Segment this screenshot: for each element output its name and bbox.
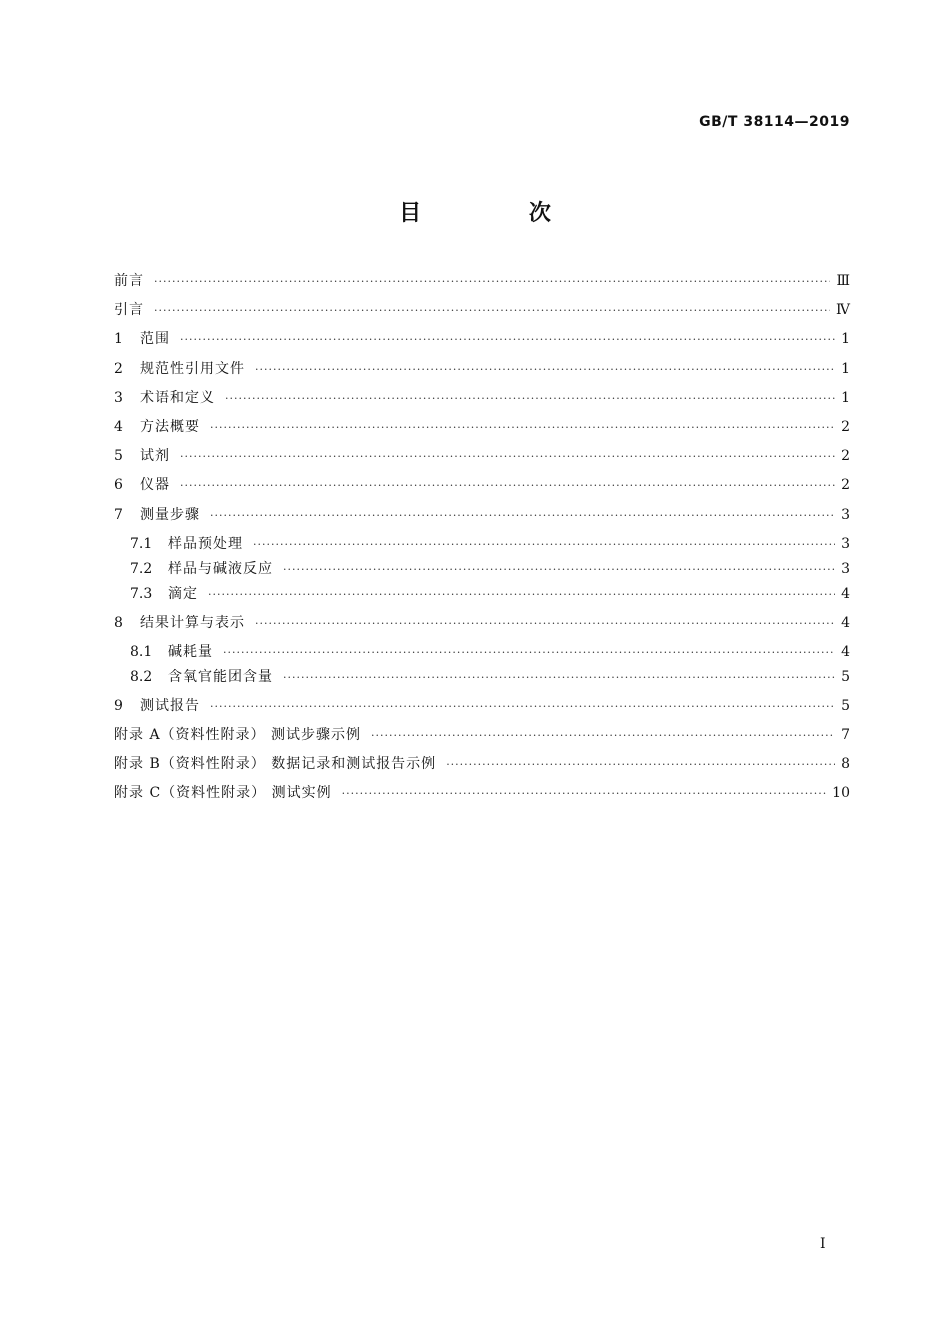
toc-entry-number: 3: [114, 389, 123, 406]
toc-entry-page: 4: [841, 614, 850, 631]
toc-entry-number: 7: [114, 506, 123, 523]
toc-entry-number: 7.2: [130, 560, 153, 577]
toc-entry-7-3[interactable]: [114, 583, 850, 612]
toc-entry-page: 4: [841, 643, 850, 660]
dot-leader: [255, 617, 835, 630]
toc-entry-measurement-steps[interactable]: [114, 504, 850, 533]
dot-leader: [255, 363, 835, 376]
toc-entry-number: 1: [114, 331, 123, 348]
toc-entry-page: 5: [841, 668, 850, 685]
toc-entry-label: 引言: [114, 302, 144, 319]
dot-leader: [180, 479, 835, 492]
toc-entry-instruments[interactable]: [114, 474, 850, 503]
toc-entry-7-1[interactable]: [114, 533, 850, 558]
toc-entry-page: 3: [841, 560, 850, 577]
page-number: Ⅰ: [820, 1236, 826, 1252]
toc-entry-page: 8: [841, 756, 850, 773]
dot-leader: [210, 700, 835, 713]
toc-entry-label: 前言: [114, 273, 144, 289]
toc-entry-label: 规范性引用文件: [140, 360, 245, 377]
toc-entry-scope[interactable]: [114, 328, 850, 357]
toc-entry-label: 结果计算与表示: [140, 614, 245, 631]
toc-entry-introduction[interactable]: [114, 299, 850, 328]
toc-entry-foreword[interactable]: [114, 270, 850, 299]
toc-entry-annex-b[interactable]: [114, 753, 850, 782]
toc-entry-label: 滴定: [168, 585, 198, 602]
toc-title: 目 次: [399, 201, 601, 226]
toc-entry-results[interactable]: [114, 612, 850, 641]
toc-entry-page: 1: [841, 331, 850, 348]
toc-entry-number: 5: [114, 448, 123, 465]
dot-leader: [223, 646, 835, 659]
toc-entry-label: 测量步骤: [140, 506, 200, 523]
toc-entry-page: 2: [841, 477, 850, 494]
toc-entry-page: 10: [832, 785, 850, 802]
dot-leader: [210, 421, 835, 434]
toc-entry-label: 附录 A（资料性附录） 测试步骤示例: [114, 727, 362, 744]
dot-leader: [283, 563, 835, 576]
toc-entry-number: 8.2: [130, 668, 153, 685]
toc-entry-label: 样品预处理: [168, 535, 243, 552]
toc-entry-8-1[interactable]: [114, 641, 850, 666]
toc-entry-page: 2: [841, 448, 850, 465]
toc-entry-label: 方法概要: [140, 418, 200, 435]
toc-entry-number: 6: [114, 477, 123, 494]
toc-entry-page: 5: [841, 697, 850, 714]
toc-entry-page: Ⅳ: [836, 302, 850, 319]
toc-entry-reagents[interactable]: [114, 445, 850, 474]
toc-entry-7-2[interactable]: [114, 558, 850, 583]
table-of-contents: [114, 270, 850, 812]
toc-entry-page: 2: [841, 418, 850, 435]
dot-leader: [283, 671, 835, 684]
dot-leader: [342, 787, 827, 800]
toc-entry-page: Ⅲ: [836, 273, 850, 289]
dot-leader: [210, 509, 835, 522]
dot-leader: [180, 333, 835, 346]
toc-entry-number: 4: [114, 418, 123, 435]
toc-entry-label: 范围: [140, 331, 170, 348]
toc-entry-label: 仪器: [140, 477, 170, 494]
toc-entry-page: 3: [841, 506, 850, 523]
toc-entry-method-summary[interactable]: [114, 416, 850, 445]
toc-entry-label: 碱耗量: [168, 643, 213, 660]
dot-leader: [180, 450, 835, 463]
toc-entry-label: 附录 B（资料性附录） 数据记录和测试报告示例: [114, 756, 437, 773]
toc-entry-number: 9: [114, 697, 123, 714]
dot-leader: [154, 275, 830, 288]
toc-entry-page: 1: [841, 389, 850, 406]
toc-entry-number: 8.1: [130, 643, 153, 660]
toc-entry-page: 1: [841, 360, 850, 377]
toc-entry-label: 样品与碱液反应: [168, 560, 273, 577]
toc-entry-number: 8: [114, 614, 123, 631]
dot-leader: [371, 729, 835, 742]
toc-entry-8-2[interactable]: [114, 666, 850, 695]
toc-entry-label: 测试报告: [140, 697, 200, 714]
toc-entry-annex-c[interactable]: [114, 782, 850, 811]
toc-entry-page: 7: [841, 727, 850, 744]
toc-entry-normative-references[interactable]: [114, 358, 850, 387]
toc-entry-page: 3: [841, 535, 850, 552]
dot-leader: [225, 392, 835, 405]
toc-entry-terms[interactable]: [114, 387, 850, 416]
dot-leader: [154, 304, 830, 317]
toc-entry-number: 7.1: [130, 535, 153, 552]
toc-entry-label: 术语和定义: [140, 389, 215, 406]
toc-entry-label: 试剂: [140, 448, 170, 465]
toc-entry-page: 4: [841, 585, 850, 602]
dot-leader: [446, 758, 835, 771]
dot-leader: [253, 538, 835, 551]
standard-code: GB/T 38114—2019: [699, 114, 850, 130]
toc-entry-annex-a[interactable]: [114, 724, 850, 753]
toc-entry-number: 2: [114, 360, 123, 377]
toc-entry-label: 含氧官能团含量: [168, 668, 273, 685]
dot-leader: [208, 588, 835, 601]
toc-entry-label: 附录 C（资料性附录） 测试实例: [114, 785, 332, 802]
toc-entry-test-report[interactable]: [114, 695, 850, 724]
toc-entry-number: 7.3: [130, 585, 153, 602]
